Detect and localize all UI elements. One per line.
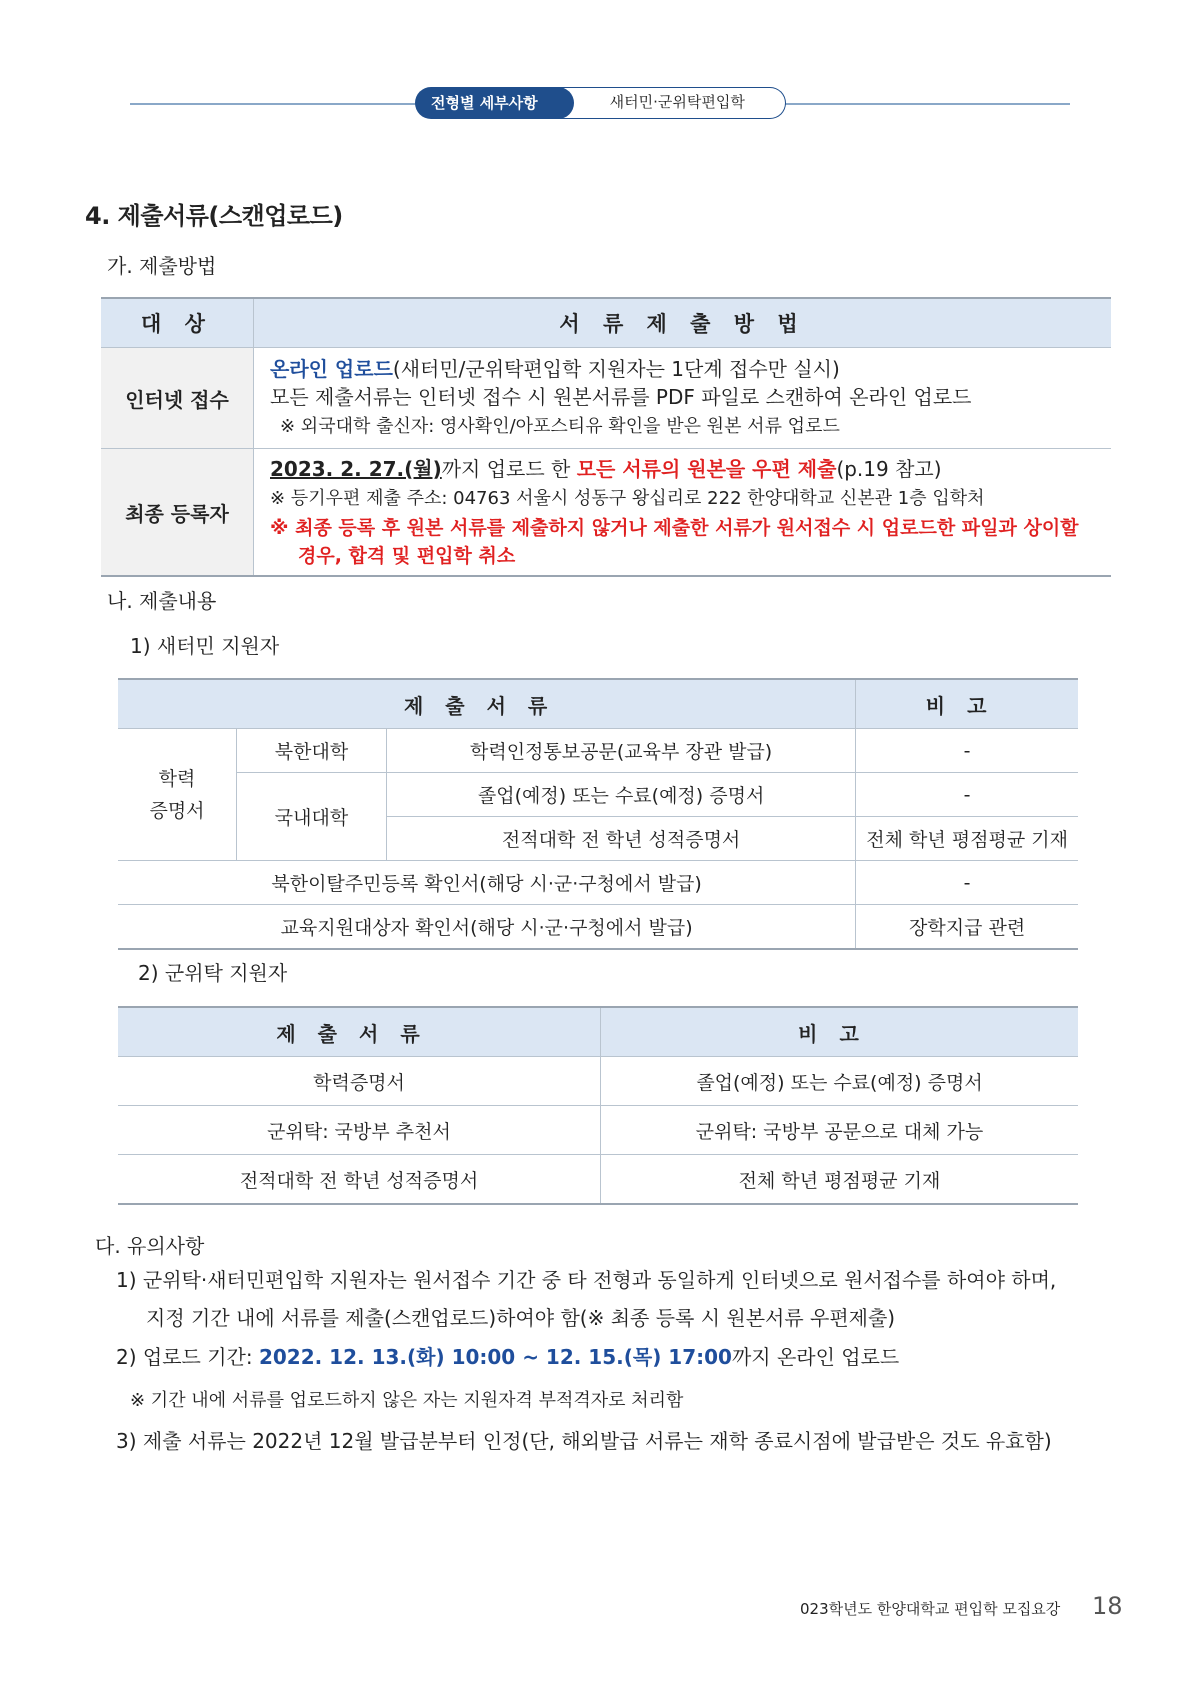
table3-doc: 군위탁: 국방부 추천서 xyxy=(118,1106,601,1155)
upload-period-suffix: 까지 온라인 업로드 xyxy=(731,1345,900,1369)
subsection-da: 다. 유의사항 xyxy=(95,1234,205,1258)
table3-note: 졸업(예정) 또는 수료(예정) 증명서 xyxy=(601,1057,1079,1106)
nk-univ-note: - xyxy=(856,729,1078,773)
header-subcategory: 새터민·군위탁편입학 xyxy=(560,87,786,119)
foreign-univ-note: ※ 외국대학 출신자: 영사확인/아포스티유 확인을 받은 원본 서류 업로드 xyxy=(280,416,840,437)
military-docs-table xyxy=(118,1006,1078,1205)
defector-reg-note: - xyxy=(856,861,1078,905)
table-row xyxy=(118,1155,1078,1205)
submission-method-table xyxy=(101,297,1111,577)
cancel-warning: ※ 최종 등록 후 원본 서류를 제출하지 않거나 제출한 서류가 원서접수 시 업로드한 파일과 상이할 xyxy=(270,516,1079,539)
table3-note: 군위탁: 국방부 공문으로 대체 가능 xyxy=(601,1106,1079,1155)
page-reference: (p.19 참고) xyxy=(836,456,942,481)
defector-reg-doc: 북한이탈주민등록 확인서(해당 시·군·구청에서 발급) xyxy=(118,861,856,905)
table3-doc: 전적대학 전 학년 성적증명서 xyxy=(118,1155,601,1205)
kr-univ-note2: 전체 학년 평점평균 기재 xyxy=(856,817,1078,861)
kr-univ-doc1: 졸업(예정) 또는 수료(예정) 증명서 xyxy=(387,773,856,817)
notice-item-2 xyxy=(116,1343,899,1371)
upload-period-label: 2) 업로드 기간: xyxy=(116,1345,259,1369)
notice-item-1-cont: 지정 기간 내에 서류를 제출(스캔업로드)하여야 함(※ 최종 등록 시 원본서류 우편제출) xyxy=(146,1306,896,1330)
table-row xyxy=(118,861,1078,905)
table3-doc: 학력증명서 xyxy=(118,1057,601,1106)
military-subtitle: 2) 군위탁 지원자 xyxy=(138,961,288,985)
table3-note: 전체 학년 평점평균 기재 xyxy=(738,1169,941,1192)
mail-address-note: ※ 등기우편 제출 주소: 04763 서울시 성동구 왕십리로 222 한양대학교 신본관 1층 입학처 xyxy=(270,487,985,509)
section-title: 4. 제출서류(스캔업로드) xyxy=(85,202,343,230)
table-row xyxy=(118,773,1078,817)
table-row xyxy=(118,1057,1078,1106)
group-education-cert: 학력 증명서 xyxy=(118,729,237,861)
scan-instruction: 모든 제출서류는 인터넷 접수 시 원본서류를 PDF 파일로 스캔하여 온라인 업로드 xyxy=(270,385,972,409)
edu-support-note: 장학지급 관련 xyxy=(909,917,1026,939)
table3-header-note: 비고 xyxy=(601,1007,1079,1057)
subsection-na: 나. 제출내용 xyxy=(107,589,217,613)
row-body-final xyxy=(254,449,1112,577)
header-category: 전형별 세부사항 xyxy=(415,87,560,119)
notice-item-2-note: ※ 기간 내에 서류를 업로드하지 않은 자는 지원자격 부적격자로 처리함 xyxy=(130,1390,684,1411)
table-row xyxy=(118,1106,1078,1155)
table2-header-note: 비고 xyxy=(856,679,1078,729)
page-number: 18 xyxy=(1092,1592,1123,1620)
table3-header-docs: 제출서류 xyxy=(118,1007,601,1057)
table-row xyxy=(118,729,1078,773)
nk-univ-label: 북한대학 xyxy=(237,729,387,773)
header-tabs xyxy=(415,87,786,119)
online-upload-note: (새터민/군위탁편입학 지원자는 1단계 접수만 실시) xyxy=(392,357,840,381)
table-row xyxy=(101,449,1111,577)
table2-header-docs: 제출서류 xyxy=(118,679,856,729)
nk-univ-doc: 학력인정통보공문(교육부 장관 발급) xyxy=(387,729,856,773)
footer-text: 023학년도 한양대학교 편입학 모집요강 xyxy=(800,1600,1061,1618)
row-label-final: 최종 등록자 xyxy=(101,449,254,577)
kr-univ-note1: - xyxy=(856,773,1078,817)
kr-univ-doc2: 전적대학 전 학년 성적증명서 xyxy=(387,817,856,861)
subsection-ga: 가. 제출방법 xyxy=(107,254,217,278)
defector-docs-table xyxy=(118,678,1078,950)
online-upload-text: 온라인 업로드 xyxy=(270,357,393,381)
row-label-internet: 인터넷 접수 xyxy=(101,348,254,449)
table1-header-method: 서 류 제 출 방 법 xyxy=(254,298,1112,348)
deadline-mid: 까지 업로드 한 xyxy=(441,456,577,481)
cancel-warning-cont: 경우, 합격 및 편입학 취소 xyxy=(298,544,516,567)
upload-period-dates: 2022. 12. 13.(화) 10:00 ~ 12. 15.(목) 17:00 xyxy=(258,1345,732,1369)
row-body-internet xyxy=(254,348,1112,449)
notice-item-3: 3) 제출 서류는 2022년 12월 발급분부터 인정(단, 해외발급 서류는 재학 종료시점에 발급받은 것도 유효함) xyxy=(116,1429,1052,1453)
defector-subtitle: 1) 새터민 지원자 xyxy=(130,634,280,658)
deadline-date: 2023. 2. 27.(월) xyxy=(270,456,442,481)
table-row xyxy=(101,348,1111,449)
notice-item-1: 1) 군위탁·새터민편입학 지원자는 원서접수 기간 중 타 전형과 동일하게 인터넷으로 원서접수를 하여야 하며, xyxy=(116,1268,1057,1292)
edu-support-doc: 교육지원대상자 확인서(해당 시·군·구청에서 발급) xyxy=(118,905,856,950)
mail-original-text: 모든 서류의 원본을 우편 제출 xyxy=(576,456,837,481)
table-row xyxy=(118,905,1078,950)
kr-univ-label: 국내대학 xyxy=(237,773,387,861)
table1-header-target: 대 상 xyxy=(101,298,254,348)
